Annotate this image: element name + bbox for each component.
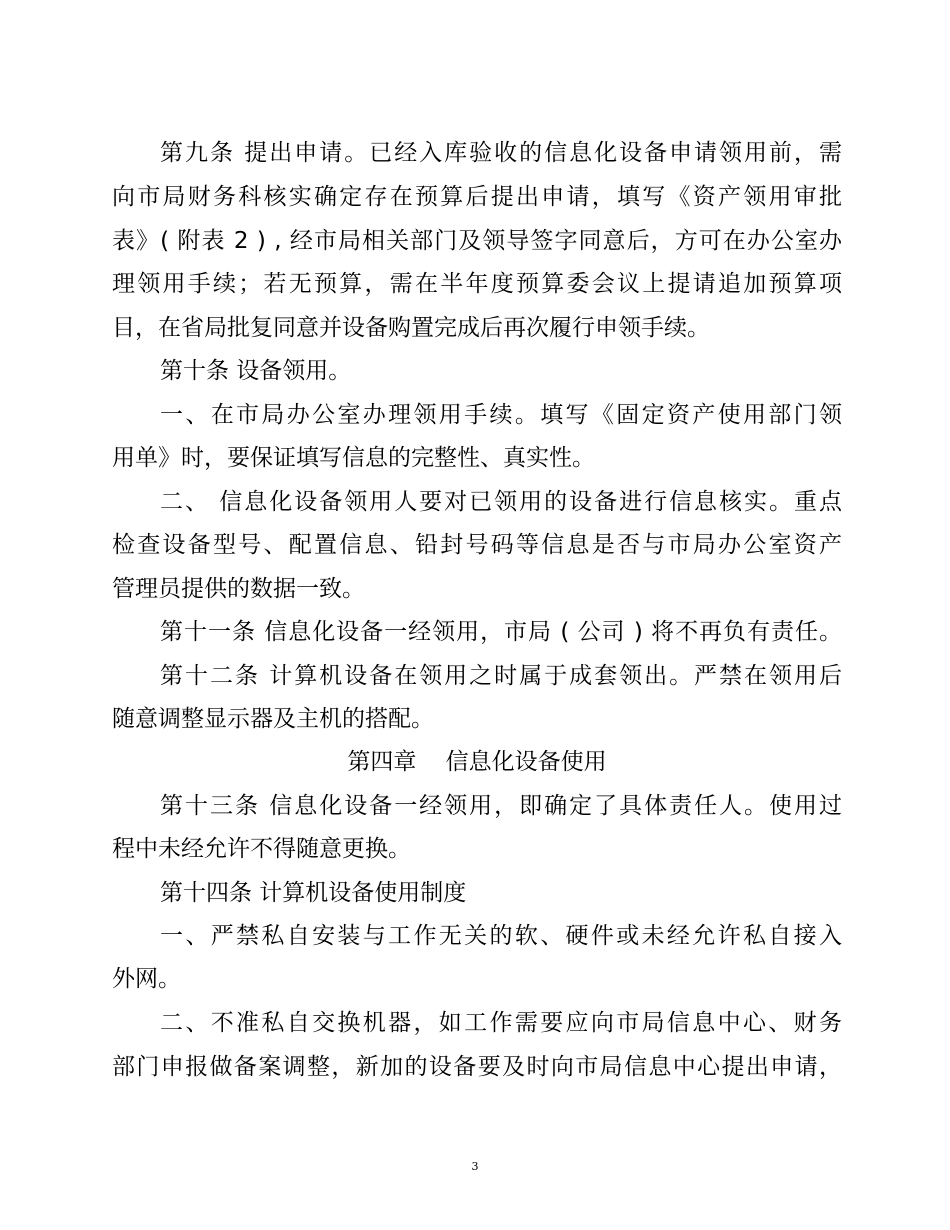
- paragraph-line: 第十二条 计算机设备在领用之时属于成套领出。严禁在领用后: [160, 663, 842, 689]
- chapter-heading: 第四章 信息化设备使用: [347, 749, 607, 775]
- paragraph-line: 管理员提供的数据一致。: [112, 576, 365, 602]
- paragraph-line: 理领用手续；若无预算，需在半年度预算委会议上提请追加预算项: [112, 271, 842, 297]
- paragraph-line: 第十一条 信息化设备一经领用，市局 ( 公司 ) 将不再负有责任。: [160, 619, 842, 645]
- paragraph-line: 程中未经允许不得随意更换。: [112, 836, 411, 862]
- paragraph-line: 目，在省局批复同意并设备购置完成后再次履行申领手续。: [112, 315, 710, 341]
- paragraph-line: 第九条 提出申请。已经入库验收的信息化设备申请领用前，需: [160, 140, 842, 166]
- paragraph-line: 用单》时，要保证填写信息的完整性、真实性。: [112, 445, 595, 471]
- paragraph-line: 随意调整显示器及主机的搭配。: [112, 706, 434, 732]
- page-number: 3: [471, 1160, 479, 1173]
- paragraph-line: 部门申报做备案调整，新加的设备要及时向市局信息中心提出申请，: [112, 1054, 842, 1080]
- paragraph-line: 表》( 附表 2 ) , 经市局相关部门及领导签字同意后，方可在办公室办: [112, 228, 842, 254]
- paragraph-line: 二、 信息化设备领用人要对已领用的设备进行信息核实。重点: [160, 489, 842, 515]
- paragraph-line: 一、在市局办公室办理领用手续。填写《固定资产使用部门领: [160, 402, 842, 428]
- paragraph-line: 外网。: [112, 966, 181, 992]
- paragraph-line: 二、不准私自交换机器，如工作需要应向市局信息中心、财务: [160, 1010, 842, 1036]
- article-title: 第十条 设备领用。: [160, 358, 352, 384]
- article-title: 第十四条 计算机设备使用制度: [160, 880, 467, 906]
- paragraph-line: 向市局财务科核实确定存在预算后提出申请，填写《资产领用审批: [112, 184, 842, 210]
- paragraph-line: 检查设备型号、配置信息、铅封号码等信息是否与市局办公室资产: [112, 532, 842, 558]
- paragraph-line: 一、严禁私自安装与工作无关的软、硬件或未经允许私自接入: [160, 923, 842, 949]
- paragraph-line: 第十三条 信息化设备一经领用，即确定了具体责任人。使用过: [160, 793, 842, 819]
